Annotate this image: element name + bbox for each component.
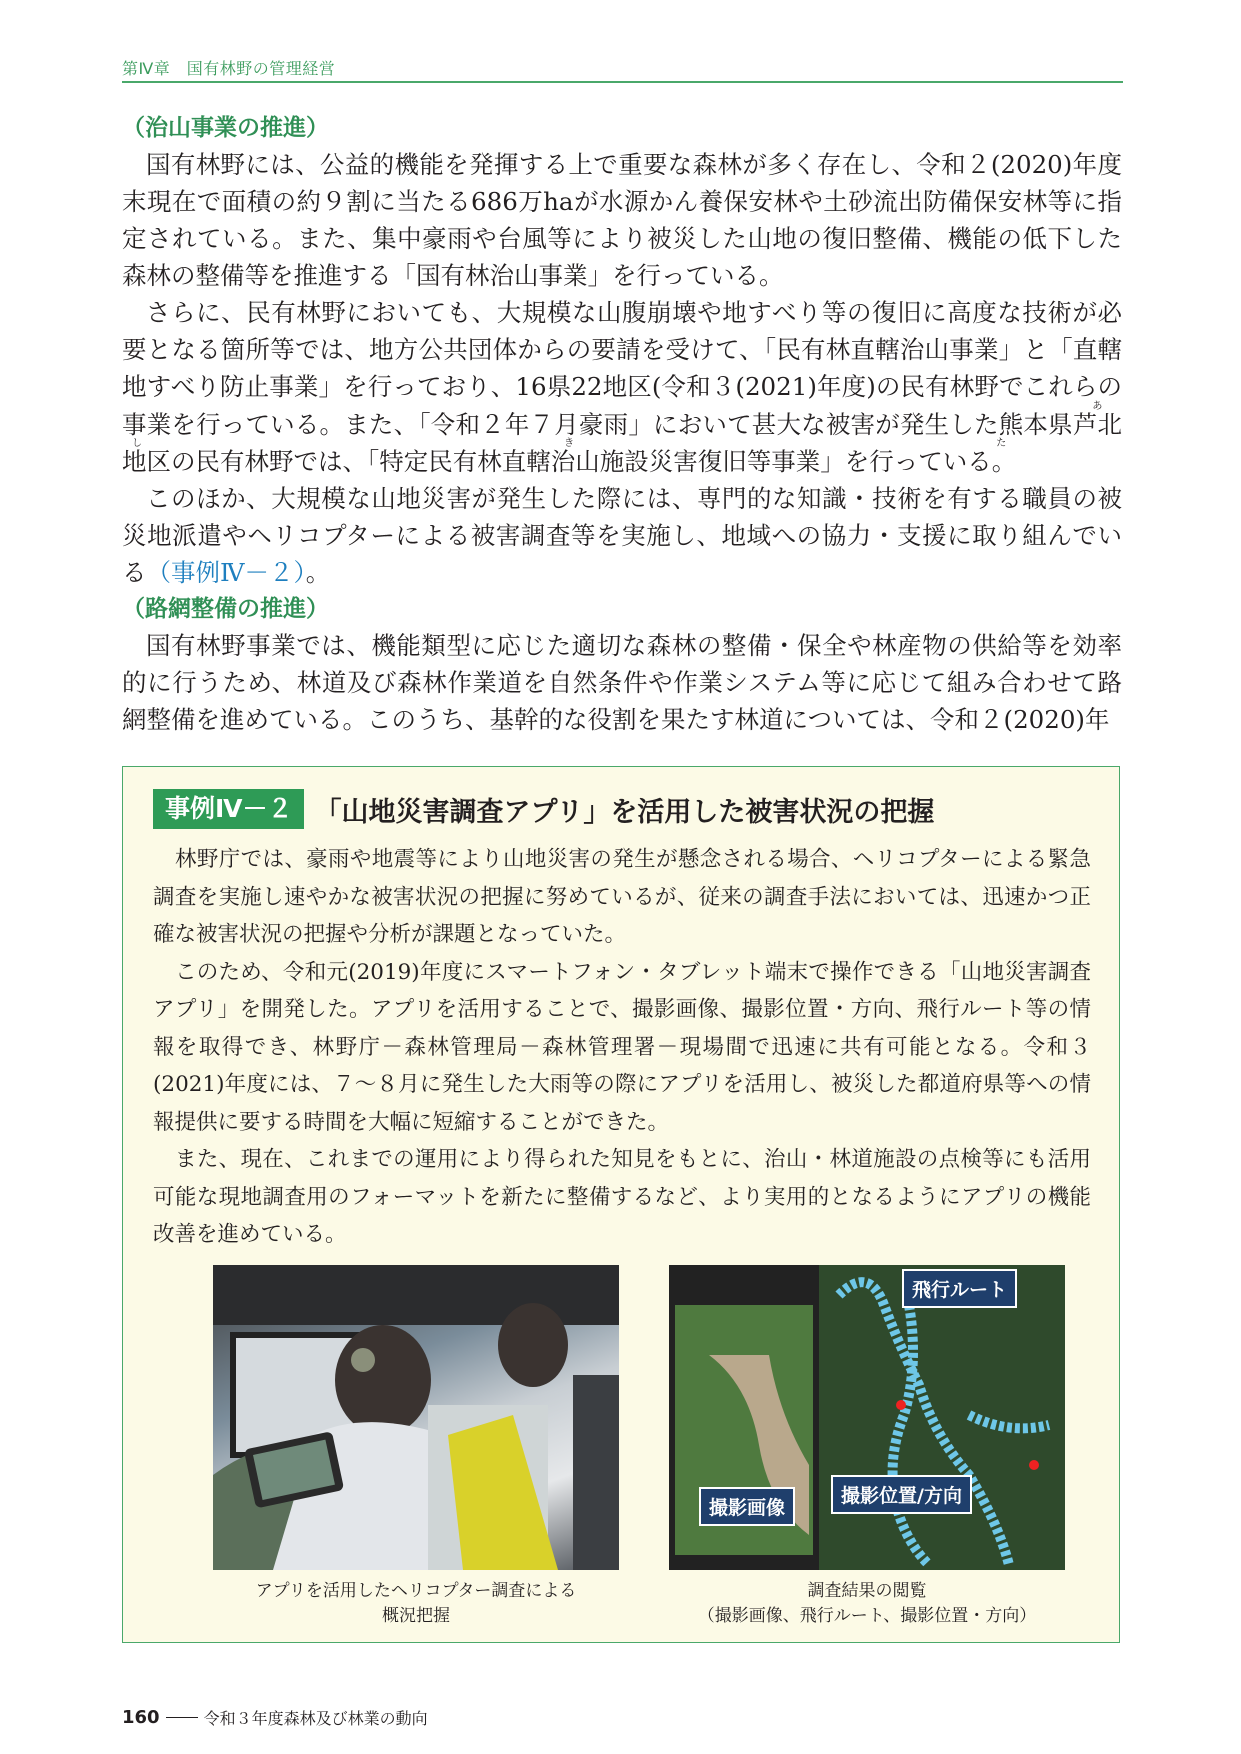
case-paragraph: また、現在、これまでの運用により得られた知見をもとに、治山・林道施設の点検等にも活用可能な現地調査用のフォーマットを新たに整備するなど、より実用的となるようにアプリの機能改善を進めている。	[153, 1147, 1091, 1247]
paragraph-text: 芦北地区の民有林野では、「特定民有林直轄治山施設災害復旧等事業」を行っている。	[122, 410, 1123, 476]
helicopter-survey-illustration	[213, 1265, 619, 1570]
survey-result-screen-photo	[669, 1265, 1065, 1570]
case-study-box	[122, 766, 1120, 1643]
case-body	[153, 841, 1091, 1254]
paragraph-text: このほか、大規模な山地災害が発生した際には、専門的な知識・技術を有する職員の被災地派遣やヘリコプターによる被害調査等を実施し、地域への協力・支援に取り組んでいる	[122, 484, 1122, 587]
header-rule	[122, 81, 1123, 83]
paragraph	[122, 480, 1122, 591]
photo-caption	[213, 1579, 619, 1629]
caption-line: アプリを活用したヘリコプター調査による	[255, 1581, 577, 1601]
paragraph: 国有林野事業では、機能類型に応じた適切な森林の整備・保全や林産物の供給等を効率的に行うため、林道及び森林作業道を自然条件や作業システム等に応じて組み合わせて路網整備を進めている。このうち、基幹的な役割を果たす林道については、令和２(2020)年	[122, 631, 1122, 734]
chapter-header: 第Ⅳ章 国有林野の管理経営	[122, 59, 336, 78]
captured-image-tag: 撮影画像	[699, 1487, 795, 1526]
caption-line: （撮影画像、飛行ルート、撮影位置・方向）	[697, 1606, 1037, 1626]
case-paragraph: 林野庁では、豪雨や地震等により山地災害の発生が懸念される場合、ヘリコプターによる緊急調査を実施し速やかな被害状況の把握に努めているが、従来の調査手法においては、迅速かつ正確な被害状況の把握や分析が課題となっていた。	[153, 847, 1091, 947]
footer-dash	[166, 1717, 198, 1719]
page-footer	[122, 1706, 428, 1729]
caption-line: 調査結果の閲覧	[807, 1581, 927, 1601]
paragraph	[122, 294, 1122, 480]
publication-title: 令和３年度森林及び林業の動向	[203, 1709, 428, 1728]
photo-caption	[669, 1579, 1065, 1629]
page-number: 160	[122, 1707, 160, 1728]
case-title: 「山地災害調査アプリ」を活用した被害状況の把握	[314, 796, 935, 828]
case-paragraph: このため、令和元(2019)年度にスマートフォン・タブレット端末で操作できる「山地災害調査アプリ」を開発した。アプリを活用することで、撮影画像、撮影位置・方向、飛行ルート等の情報を取得でき、林野庁－森林管理局－森林管理署－現場間で迅速に共有可能となる。令和３(2021)年度には、７～８月に発生した大雨等の際にアプリを活用し、被災した都道府県等への情報提供に要する時間を大幅に短縮することができた。	[153, 959, 1091, 1135]
section-heading-chisan: （治山事業の推進）	[122, 115, 329, 141]
paragraph-text: 。	[305, 558, 331, 587]
paragraph-text: さらに、民有林野においても、大規模な山腹崩壊や地すべり等の復旧に高度な技術が必要となる箇所等では、地方公共団体からの要請を受けて、「民有林直轄治山事業」と「直轄地すべり防止事業」を行っており、16県22地区(令和３(2021)年度)の民有林野でこれらの事業を行っている。また、「令和２年７月豪雨」において甚大な被害が発生した熊本県	[122, 298, 1122, 439]
furigana: あしきた	[122, 401, 1122, 449]
capture-position-tag: 撮影位置/方向	[831, 1475, 972, 1514]
section-heading-romou: （路網整備の推進）	[122, 596, 329, 622]
paragraph: 国有林野には、公益的機能を発揮する上で重要な森林が多く存在し、令和２(2020)年度末現在で面積の約９割に当たる686万haが水源かん養保安林や土砂流出防備保安林等に指定されている。また、集中豪雨や台風等により被災した山地の復旧整備、機能の低下した森林の整備等を推進する「国有林治山事業」を行っている。	[122, 150, 1122, 290]
case-label: 事例Ⅳ－２	[153, 789, 304, 829]
flight-route-tag: 飛行ルート	[902, 1269, 1017, 1308]
helicopter-survey-photo	[213, 1265, 619, 1570]
caption-line: 概況把握	[382, 1606, 450, 1626]
case-reference-link[interactable]: （事例Ⅳ－２）	[146, 558, 306, 587]
main-content	[122, 110, 1122, 738]
case-title-row	[153, 789, 934, 829]
